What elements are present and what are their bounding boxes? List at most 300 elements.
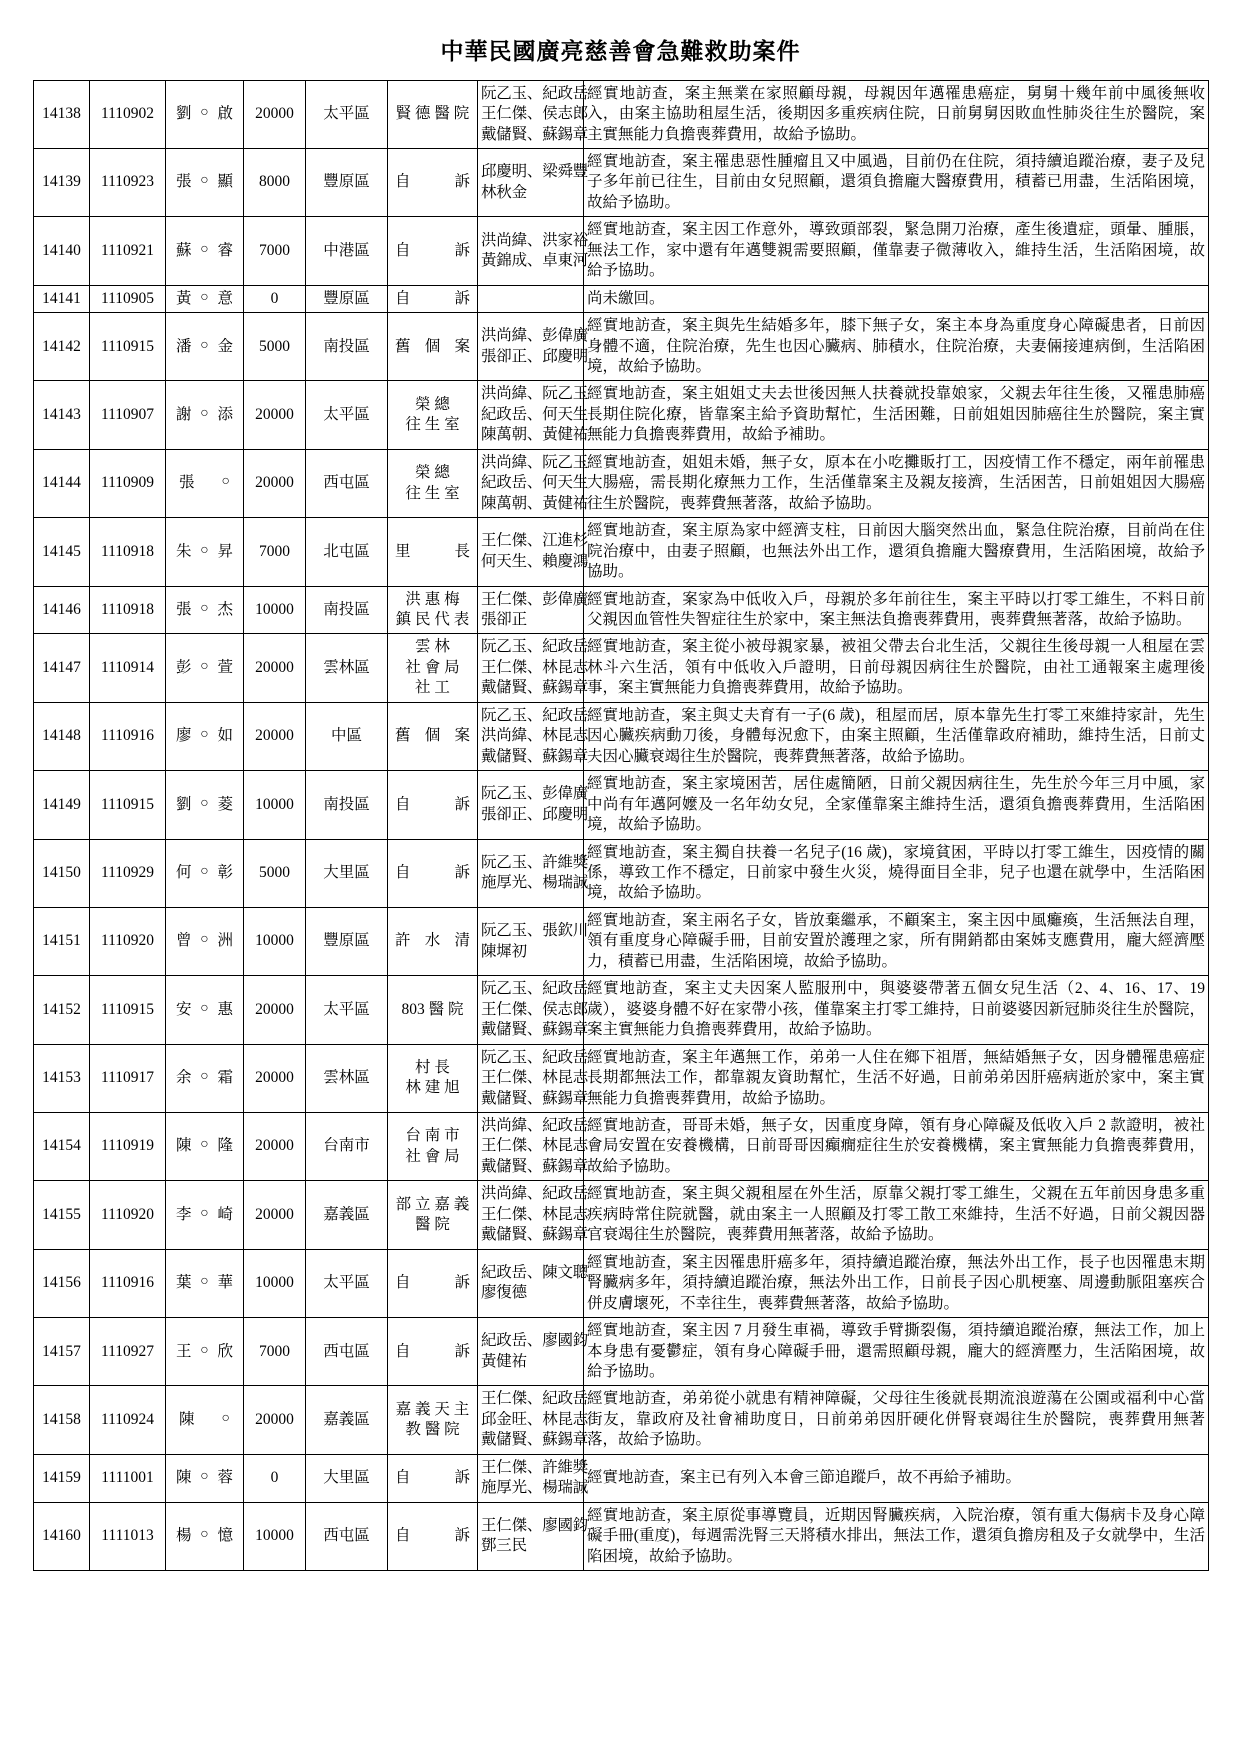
case-org-line: 醫 院 <box>415 1216 450 1234</box>
masked-char: ○ <box>200 1000 209 1016</box>
case-org-cell <box>388 449 478 517</box>
case-date-cell: 1110920 <box>90 907 166 975</box>
masked-char: ○ <box>200 1342 209 1358</box>
name-char: 金 <box>217 337 233 355</box>
case-name-parts <box>169 405 240 425</box>
case-name-parts <box>169 658 240 678</box>
case-description-cell: 尚未繳回。 <box>584 285 1209 312</box>
case-description-cell: 經實地訪查，案主獨自扶養一名兒子(16 歲)，家境貧困，平時以打零工維生，因疫情的關係，導致工作不穩定，日前家中發生火災，燒得面目全非，兒子也還在就學中，生活陷困境，故給予協助。 <box>584 839 1209 907</box>
referrer-line: 邱金旺、林昆志 <box>481 1410 589 1428</box>
masked-char: ○ <box>200 864 209 879</box>
referrer-line: 洪尚緯、洪家裕 <box>481 231 589 249</box>
referrer-line: 陳墀初 <box>481 942 527 960</box>
case-name-parts <box>169 241 240 261</box>
referrer-line: 戴儲賢、蘇錫章 <box>481 1226 589 1244</box>
table-row <box>34 586 1209 634</box>
referrer-line: 紀政岳、陳文聰 <box>481 1263 589 1281</box>
case-area-cell: 豐原區 <box>306 907 388 975</box>
case-name-cell <box>166 449 244 517</box>
case-area-cell: 西屯區 <box>306 449 388 517</box>
case-org-line: 雲 林 <box>415 638 450 656</box>
case-description-cell: 經實地訪查，案主罹患惡性腫瘤且又中風過，目前仍在住院，須持續追蹤治療，妻子及兒子多年前已往生，目前由女兒照顧，還須負擔龐大醫療費用，積蓄已用盡，生活陷困境，故給予協助。 <box>584 148 1209 216</box>
case-org-cell <box>388 1502 478 1570</box>
table-row <box>34 634 1209 702</box>
table-row <box>34 285 1209 312</box>
name-char: 杰 <box>217 600 233 618</box>
case-referrers-cell <box>478 586 589 634</box>
name-char: 曾 <box>176 932 192 950</box>
masked-char: ○ <box>200 1137 209 1153</box>
referrer-line: 王仁傑、廖國鈞 <box>481 1516 589 1534</box>
case-id-cell: 14145 <box>34 518 90 586</box>
case-date-cell: 1110929 <box>90 839 166 907</box>
case-date-cell: 1110917 <box>90 1044 166 1112</box>
name-char: 李 <box>176 1205 192 1223</box>
cases-table <box>33 80 1209 1571</box>
case-date-cell: 1110909 <box>90 449 166 517</box>
case-org-text <box>391 1342 474 1362</box>
case-amount-cell: 7000 <box>244 518 306 586</box>
name-char: 添 <box>217 405 233 423</box>
case-referrers-cell <box>478 1044 589 1112</box>
referrer-line: 戴儲賢、蘇錫章 <box>481 1431 589 1449</box>
org-char: 自 <box>395 1527 411 1545</box>
referrer-line: 阮乙玉、紀政岳 <box>481 1048 589 1066</box>
case-amount-cell: 7000 <box>244 1318 306 1386</box>
referrer-line: 紀政岳、何天生 <box>481 405 589 423</box>
case-org-line: 台 南 市 <box>405 1127 460 1145</box>
case-name-cell <box>166 80 244 148</box>
case-area-cell: 太平區 <box>306 976 388 1044</box>
case-description-cell: 經實地訪查，案主已有列入本會三節追蹤戶，故不再給予補助。 <box>584 1454 1209 1502</box>
masked-char: ○ <box>200 241 209 257</box>
referrer-line: 洪尚緯、阮乙玉 <box>481 453 589 471</box>
case-date-cell: 1110915 <box>90 771 166 839</box>
case-area-cell: 北屯區 <box>306 518 388 586</box>
case-area-cell: 太平區 <box>306 381 388 449</box>
case-description-cell: 經實地訪查，案主從小被母親家暴，被祖父帶去台北生活，父親往生後母親一人租屋在雲林斗六生活，領有中低收入戶證明，日前母親因病往生於醫院，由社工通報案主處理後事，案主實無能力負擔喪葬費用，故給予協助。 <box>584 634 1209 702</box>
name-char: 意 <box>217 289 233 307</box>
case-name-parts <box>169 1410 240 1430</box>
case-description-cell: 經實地訪查，案主原為家中經濟支柱，日前因大腦突然出血，緊急住院治療，目前尚在住院治療中，由妻子照顧，也無法外出工作，還須負擔龐大醫療費用，生活陷困境，故給予協助。 <box>584 518 1209 586</box>
case-org-cell <box>388 1044 478 1112</box>
referrer-line: 洪尚緯、紀政岳 <box>481 1116 589 1134</box>
case-org-cell <box>388 1454 478 1502</box>
case-area-cell: 豐原區 <box>306 148 388 216</box>
referrer-line: 洪尚緯、林昆志 <box>481 727 589 745</box>
case-org-cell <box>388 80 478 148</box>
case-description-cell: 經實地訪查，弟弟從小就患有精神障礙，父母往生後就長期流浪遊蕩在公園或福利中心當街友，靠政府及社會補助度日，日前弟弟因肝硬化併腎衰竭往生於醫院，喪葬費用無著落，故給予協助。 <box>584 1386 1209 1454</box>
case-date-cell: 1110915 <box>90 976 166 1044</box>
case-org-cell <box>388 702 478 770</box>
case-area-cell: 嘉義區 <box>306 1181 388 1249</box>
referrer-line: 阮乙玉、紀政岳 <box>481 84 589 102</box>
masked-char: ○ <box>200 173 209 189</box>
case-org-line: 嘉 義 天 主 <box>395 1400 470 1418</box>
org-char: 自 <box>395 241 411 259</box>
referrer-line: 黃健祐 <box>481 1352 527 1370</box>
case-org-cell <box>388 313 478 381</box>
org-char: 自 <box>395 795 411 813</box>
case-name-cell <box>166 381 244 449</box>
name-char: 謝 <box>176 405 192 423</box>
case-date-cell: 1110914 <box>90 634 166 702</box>
org-char: 舊 <box>395 727 411 745</box>
case-org-text <box>391 337 474 357</box>
cases-table-body <box>34 80 1209 1570</box>
masked-char: ○ <box>221 1410 230 1426</box>
case-org-text <box>391 795 474 815</box>
case-id-cell: 14146 <box>34 586 90 634</box>
case-description-cell: 經實地訪查，案主因工作意外，導致頭部裂，緊急開刀治療，產生後遺症，頭暈、腫脹，無法工作，家中還有年邁雙親需要照顧，僅靠妻子微薄收入，維持生活，生活陷困境，故給予協助。 <box>584 217 1209 285</box>
table-row <box>34 1502 1209 1570</box>
case-org-cell <box>388 285 478 312</box>
case-org-cell <box>388 976 478 1044</box>
case-referrers-cell <box>478 80 589 148</box>
org-char: 許 <box>395 932 411 950</box>
referrer-line: 王仁傑、侯志郎 <box>481 1000 589 1018</box>
referrer-line: 阮乙玉、張欽川 <box>481 922 589 940</box>
case-amount-cell: 20000 <box>244 1181 306 1249</box>
name-char: 顯 <box>217 173 233 191</box>
case-description-cell: 經實地訪查，案主年邁無工作，弟弟一人住在鄉下祖厝，無結婚無子女，因身體罹患癌症長期都無法工作，都靠親友資助幫忙，生活不好過，日前弟弟因肝癌病逝於家中，案主實無能力負擔喪葬費用，故給予協助。 <box>584 1044 1209 1112</box>
case-amount-cell: 20000 <box>244 1386 306 1454</box>
table-row <box>34 976 1209 1044</box>
referrer-line: 王仁傑、彭偉廣 <box>481 590 589 608</box>
case-date-cell: 1110902 <box>90 80 166 148</box>
case-name-parts <box>169 289 240 309</box>
case-org-line: 賢 德 醫 院 <box>395 105 470 123</box>
name-char: 惠 <box>217 1000 233 1018</box>
referrer-line: 陳萬朝、黃健祐 <box>481 494 589 512</box>
case-date-cell: 1110915 <box>90 313 166 381</box>
masked-char: ○ <box>200 1527 209 1543</box>
case-referrers-cell <box>478 634 589 702</box>
name-char: 劉 <box>176 105 192 123</box>
case-description-cell: 經實地訪查，案主姐姐丈夫去世後因無人扶養就投靠娘家，父親去年往生後，又罹患肺癌長期住院化療，皆靠案主給予資助幫忙，生活困難，日前姐姐因肺癌往生於醫院，案主實無能力負擔喪葬費用，故給予補助。 <box>584 381 1209 449</box>
case-name-parts <box>169 931 240 951</box>
case-name-cell <box>166 634 244 702</box>
case-name-cell <box>166 1181 244 1249</box>
name-char: 陳 <box>176 1469 192 1486</box>
name-char: 張 <box>176 600 192 618</box>
case-id-cell: 14149 <box>34 771 90 839</box>
case-org-line: 社 工 <box>415 679 450 697</box>
referrer-line: 張卻正、邱慶明 <box>481 805 589 823</box>
case-referrers-cell <box>478 1386 589 1454</box>
case-amount-cell: 5000 <box>244 313 306 381</box>
org-char: 案 <box>454 337 470 355</box>
table-row <box>34 148 1209 216</box>
case-area-cell: 雲林區 <box>306 634 388 702</box>
masked-char: ○ <box>200 542 209 558</box>
name-char: 隆 <box>217 1137 233 1155</box>
name-char: 黃 <box>176 289 192 307</box>
case-org-line: 榮 總 <box>415 464 450 482</box>
case-name-cell <box>166 148 244 216</box>
referrer-line: 戴儲賢、蘇錫章 <box>481 747 589 765</box>
referrer-line: 王仁傑、侯志郎 <box>481 105 589 123</box>
case-date-cell: 1110924 <box>90 1386 166 1454</box>
referrer-line: 洪尚緯、彭偉廣 <box>481 327 589 345</box>
case-description-cell: 經實地訪查，案家為中低收入戶，母親於多年前往生，案主平時以打零工維生，不料日前父親因血管性失智症往生於家中，案主無法負擔喪葬費用，喪葬費無著落，故給予協助。 <box>584 586 1209 634</box>
case-description-cell: 經實地訪查，哥哥未婚，無子女，因重度身障，領有身心障礙及低收入戶 2 款證明，被社會局安置在安養機構，日前哥哥因癲癇症往生於安養機構，案主實無能力負擔喪葬費用，故給予協助。 <box>584 1112 1209 1180</box>
name-char: 彭 <box>176 658 192 676</box>
referrer-line: 戴儲賢、蘇錫章 <box>481 679 589 697</box>
case-name-cell <box>166 217 244 285</box>
name-char: 華 <box>217 1274 233 1292</box>
name-char: 萱 <box>217 658 233 676</box>
org-char: 里 <box>395 542 411 560</box>
case-date-cell: 1110927 <box>90 1318 166 1386</box>
case-name-cell <box>166 907 244 975</box>
case-name-parts <box>169 795 240 815</box>
case-referrers-cell <box>478 313 589 381</box>
name-char: 陳 <box>179 1410 195 1428</box>
referrer-line: 阮乙玉、許維獎 <box>481 853 589 871</box>
case-referrers-cell <box>478 839 589 907</box>
case-id-cell: 14139 <box>34 148 90 216</box>
referrer-line: 紀政岳、何天生 <box>481 474 589 492</box>
case-referrers-cell <box>478 1454 589 1502</box>
referrer-line: 王仁傑、許維獎 <box>481 1458 589 1476</box>
referrer-line: 陳萬朝、黃健祐 <box>481 426 589 444</box>
case-org-cell <box>388 1112 478 1180</box>
org-char: 自 <box>395 1342 411 1360</box>
case-org-line: 村 長 <box>415 1058 450 1076</box>
name-char: 睿 <box>217 241 233 259</box>
org-char: 長 <box>454 542 470 560</box>
masked-char: ○ <box>200 405 209 421</box>
case-name-cell <box>166 518 244 586</box>
name-char: 楊 <box>176 1527 192 1545</box>
case-referrers-cell <box>478 1502 589 1570</box>
case-name-parts <box>169 1342 240 1362</box>
case-name-parts <box>169 172 240 192</box>
masked-char: ○ <box>200 658 209 674</box>
name-char: 朱 <box>176 542 192 560</box>
referrer-line: 阮乙玉、紀政岳 <box>481 980 589 998</box>
case-name-cell <box>166 1318 244 1386</box>
referrer-line: 林秋金 <box>481 183 527 201</box>
case-amount-cell: 0 <box>244 285 306 312</box>
org-char: 清 <box>454 932 470 950</box>
case-description-cell: 經實地訪查，案主原從事導覽員，近期因腎臟疾病，入院治療，領有重大傷病卡及身心障礙手冊(重度)，每週需洗腎三天將積水排出，無法工作，還須負擔房租及子女就學中，生活陷困境，故給予協助。 <box>584 1502 1209 1570</box>
case-org-text <box>391 289 474 309</box>
case-area-cell: 台南市 <box>306 1112 388 1180</box>
case-description-cell: 經實地訪查，案主與父親租屋在外生活，原靠父親打零工維生，父親在五年前因身患多重疾病時常住院就醫，就由案主一人照顧及打零工散工來維持，生活不好過，日前父親因器官衰竭往生於醫院，喪葬費用無著落，故給予協助。 <box>584 1181 1209 1249</box>
case-description-cell: 經實地訪查，案主兩名子女，皆放棄繼承，不顧案主，案主因中風癱瘓，生活無法自理，領有重度身心障礙手冊，目前安置於護理之家，所有開銷都由案姊支應費用，龐大經濟壓力，積蓄已用盡，生活陷困境，故給予協助。 <box>584 907 1209 975</box>
table-row <box>34 1386 1209 1454</box>
case-name-parts <box>169 863 240 883</box>
case-amount-cell: 8000 <box>244 148 306 216</box>
name-char: 潘 <box>176 337 192 355</box>
case-area-cell: 南投區 <box>306 771 388 839</box>
org-char: 水 <box>424 932 441 950</box>
case-description-cell: 經實地訪查，案主丈夫因案人監服刑中，與婆婆帶著五個女兒生活（2、4、16、17、19 歲），婆婆身體不好在家帶小孩，僅靠案主打零工維持，日前婆婆因新冠肺炎往生於醫院，案主實無能力負擔喪葬費用，故給予協助。 <box>584 976 1209 1044</box>
org-char: 舊 <box>395 337 411 355</box>
name-char: 張 <box>176 173 192 191</box>
referrer-line: 廖復德 <box>481 1284 527 1302</box>
name-char: 霜 <box>217 1069 233 1087</box>
table-row <box>34 702 1209 770</box>
case-org-text <box>391 241 474 261</box>
name-char: 崎 <box>217 1205 233 1223</box>
org-char: 自 <box>395 1469 411 1486</box>
masked-char: ○ <box>200 1274 209 1290</box>
case-amount-cell: 7000 <box>244 217 306 285</box>
case-referrers-cell <box>478 907 589 975</box>
org-char: 訴 <box>454 289 470 307</box>
case-name-parts <box>169 1468 240 1488</box>
case-amount-cell: 20000 <box>244 702 306 770</box>
case-org-text <box>391 542 474 562</box>
case-id-cell: 14160 <box>34 1502 90 1570</box>
case-id-cell: 14144 <box>34 449 90 517</box>
case-date-cell: 1110918 <box>90 586 166 634</box>
org-char: 訴 <box>454 1527 470 1545</box>
org-char: 案 <box>454 727 470 745</box>
case-id-cell: 14150 <box>34 839 90 907</box>
case-name-parts <box>169 1068 240 1088</box>
case-org-cell <box>388 1318 478 1386</box>
name-char: 劉 <box>176 795 192 813</box>
case-description-cell: 經實地訪查，案主因罹患肝癌多年，須持續追蹤治療，無法外出工作，長子也因罹患末期腎臟病多年，須持續追蹤治療，無法外出工作，日前長子因心肌梗塞、周邊動脈阻塞疾合併皮膚壞死，不幸往生，喪葬費無著落，故給予協助。 <box>584 1249 1209 1317</box>
case-referrers-cell <box>478 449 589 517</box>
case-referrers-cell <box>478 518 589 586</box>
case-referrers-cell <box>478 381 589 449</box>
referrer-line: 洪尚緯、紀政岳 <box>481 1185 589 1203</box>
name-char: 彰 <box>217 864 233 881</box>
case-amount-cell: 10000 <box>244 1502 306 1570</box>
case-name-parts <box>169 600 240 620</box>
case-amount-cell: 20000 <box>244 634 306 702</box>
name-char: 王 <box>176 1342 192 1360</box>
case-name-cell <box>166 1112 244 1180</box>
case-date-cell: 1110905 <box>90 285 166 312</box>
case-org-cell <box>388 381 478 449</box>
referrer-line: 張卻正 <box>481 611 527 629</box>
case-area-cell: 嘉義區 <box>306 1386 388 1454</box>
case-org-line: 803 醫 院 <box>401 1000 464 1018</box>
masked-char: ○ <box>200 600 209 616</box>
case-referrers-cell <box>478 702 589 770</box>
case-referrers-cell <box>478 976 589 1044</box>
name-char: 何 <box>176 864 192 881</box>
referrer-line: 洪尚緯、阮乙玉 <box>481 385 589 403</box>
case-referrers-cell <box>478 771 589 839</box>
case-amount-cell: 20000 <box>244 449 306 517</box>
referrer-line: 王仁傑、林昆志 <box>481 658 589 676</box>
referrer-line: 王仁傑、林昆志 <box>481 1137 589 1155</box>
case-org-line: 榮 總 <box>415 395 450 413</box>
referrer-line: 王仁傑、林昆志 <box>481 1205 589 1223</box>
case-amount-cell: 0 <box>244 1454 306 1502</box>
name-char: 葉 <box>176 1274 192 1292</box>
case-org-cell <box>388 1386 478 1454</box>
case-org-cell <box>388 148 478 216</box>
org-char: 訴 <box>454 1274 470 1292</box>
case-name-cell <box>166 313 244 381</box>
case-name-cell <box>166 1502 244 1570</box>
case-id-cell: 14143 <box>34 381 90 449</box>
masked-char: ○ <box>200 1069 209 1085</box>
case-referrers-cell <box>478 285 584 312</box>
name-char: 昇 <box>217 542 233 560</box>
table-row <box>34 313 1209 381</box>
name-char: 陳 <box>176 1137 192 1155</box>
table-row <box>34 1181 1209 1249</box>
case-org-cell <box>388 586 478 634</box>
case-id-cell: 14138 <box>34 80 90 148</box>
table-row <box>34 381 1209 449</box>
table-row <box>34 80 1209 148</box>
name-char: 啟 <box>217 105 233 123</box>
case-name-cell <box>166 702 244 770</box>
case-name-cell <box>166 285 244 312</box>
case-org-text <box>391 726 474 746</box>
masked-char: ○ <box>200 289 209 305</box>
referrer-line: 戴儲賢、蘇錫章 <box>481 1089 589 1107</box>
org-char: 訴 <box>454 241 470 259</box>
case-name-parts <box>169 1136 240 1156</box>
case-id-cell: 14152 <box>34 976 90 1044</box>
org-char: 個 <box>424 337 441 355</box>
case-name-parts <box>169 542 240 562</box>
referrer-line: 阮乙玉、紀政岳 <box>481 638 589 656</box>
case-org-cell <box>388 1249 478 1317</box>
referrer-line: 王仁傑、紀政岳 <box>481 1390 589 1408</box>
case-description-cell: 經實地訪查，案主與丈夫育有一子(6 歲)，租屋而居，原本靠先生打零工來維持家計，先生因心臟疾病動刀後，身體每況愈下，由案主照顧，生活僅靠政府補助，維持生活，日前丈夫因心臟衰竭往生於醫院，喪葬費無著落，故給予協助。 <box>584 702 1209 770</box>
case-org-line: 教 醫 院 <box>405 1421 460 1439</box>
name-char: 安 <box>176 1000 192 1018</box>
referrer-line: 王仁傑、林昆志 <box>481 1069 589 1087</box>
case-date-cell: 1111001 <box>90 1454 166 1502</box>
table-row <box>34 907 1209 975</box>
case-amount-cell: 20000 <box>244 1112 306 1180</box>
org-char: 自 <box>395 864 411 881</box>
case-amount-cell: 20000 <box>244 80 306 148</box>
case-org-text <box>391 1468 474 1488</box>
case-name-parts <box>169 1273 240 1293</box>
case-area-cell: 太平區 <box>306 1249 388 1317</box>
referrer-line: 阮乙玉、彭偉廣 <box>481 785 589 803</box>
case-org-text <box>391 931 474 951</box>
case-date-cell: 1110916 <box>90 1249 166 1317</box>
case-name-cell <box>166 586 244 634</box>
table-row <box>34 1044 1209 1112</box>
case-description-cell: 經實地訪查，案主與先生結婚多年，膝下無子女，案主本身為重度身心障礙患者，日前因身體不適，住院治療，先生也因心臟病、肺積水，住院治療，夫妻倆接連病倒，生活陷困境，故給予協助。 <box>584 313 1209 381</box>
case-referrers-cell <box>478 1112 589 1180</box>
masked-char: ○ <box>200 727 209 743</box>
masked-char: ○ <box>200 337 209 353</box>
masked-char: ○ <box>200 1469 209 1484</box>
case-area-cell: 中港區 <box>306 217 388 285</box>
case-amount-cell: 20000 <box>244 1044 306 1112</box>
case-amount-cell: 20000 <box>244 381 306 449</box>
case-name-parts <box>169 726 240 746</box>
case-area-cell: 大里區 <box>306 1454 388 1502</box>
case-org-line: 鎮 民 代 表 <box>395 611 470 629</box>
case-id-cell: 14153 <box>34 1044 90 1112</box>
case-org-cell <box>388 518 478 586</box>
case-org-cell <box>388 839 478 907</box>
case-id-cell: 14140 <box>34 217 90 285</box>
case-name-parts <box>169 104 240 124</box>
case-id-cell: 14155 <box>34 1181 90 1249</box>
name-char: 洲 <box>217 932 233 950</box>
case-area-cell: 南投區 <box>306 586 388 634</box>
